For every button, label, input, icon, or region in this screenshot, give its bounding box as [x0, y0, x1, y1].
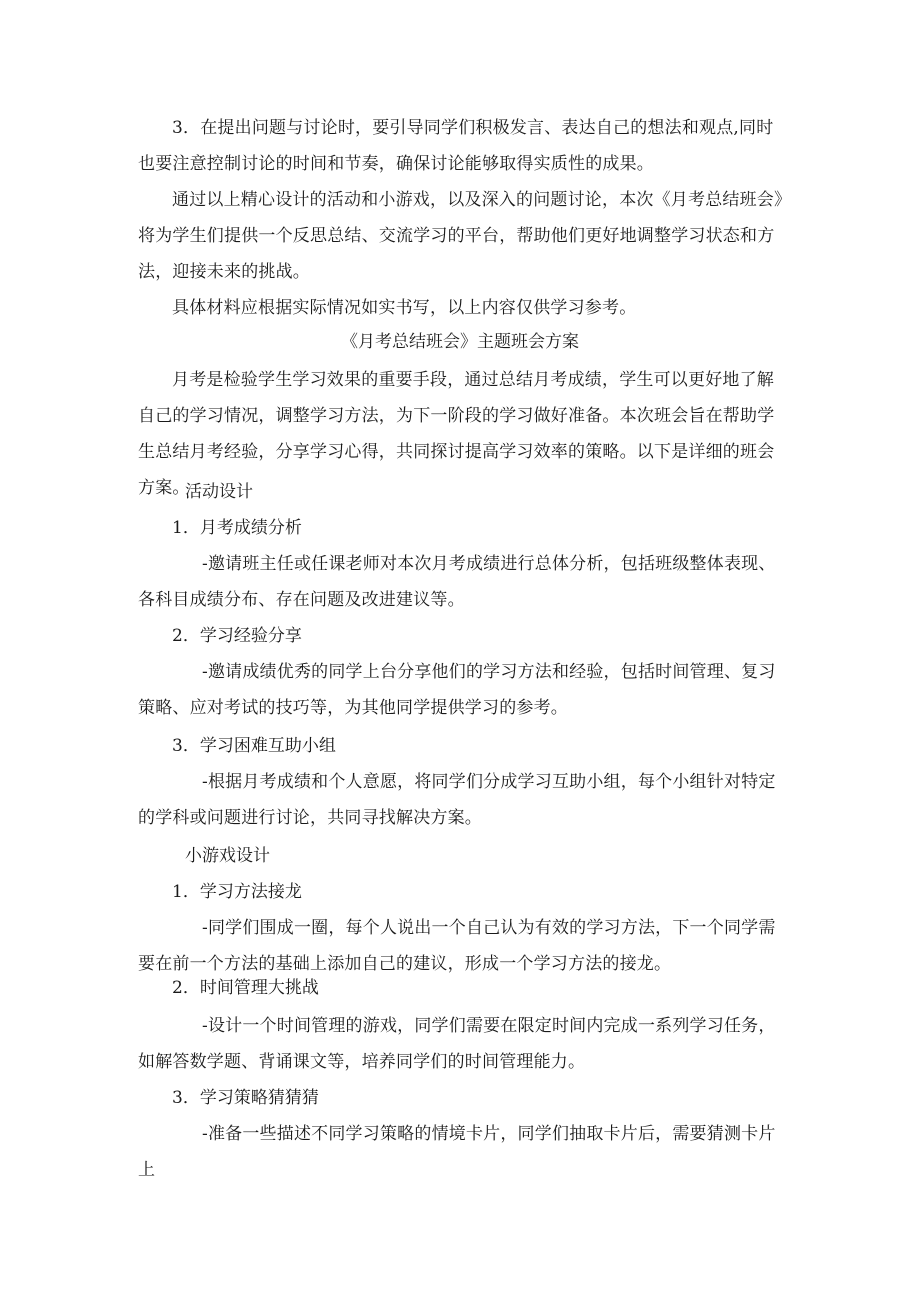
- game-1-title: 1．学习方法接龙: [172, 882, 302, 902]
- activity-1-desc: -邀请班主任或任课老师对本次月考成绩进行总体分析，包括班级整体表现、各科目成绩分布、存在问题及改进建议等。: [138, 554, 776, 610]
- activity-1-title: 1．月考成绩分析: [172, 518, 302, 538]
- game-3-title: 3．学习策略猜猜猜: [172, 1088, 319, 1108]
- game-2-desc: -设计一个时间管理的游戏，同学们需要在限定时间内完成一系列学习任务，如解答数学题、背诵课文等，培养同学们的时间管理能力。: [138, 1016, 776, 1072]
- intro-paragraph-2: 通过以上精心设计的活动和小游戏，以及深入的问题讨论，本次《月考总结班会》将为学生们提供一个反思总结、交流学习的平台，帮助他们更好地调整学习状态和方法，迎接未来的挑战。: [138, 190, 783, 282]
- activity-3-title: 3．学习困难互助小组: [172, 736, 336, 756]
- game-3-desc: -准备一些描述不同学习策略的情境卡片，同学们抽取卡片后，需要猜测卡片上: [138, 1124, 776, 1180]
- games-heading: 小游戏设计: [185, 846, 270, 866]
- document-title: 《月考总结班会》主题班会方案: [341, 332, 579, 352]
- activity-heading: 活动设计: [185, 482, 253, 502]
- intro-paragraph-1: 3．在提出问题与讨论时，要引导同学们积极发言、表达自己的想法和观点,同时也要注意控制讨论的时间和节奏，确保讨论能够取得实质性的成果。: [138, 118, 774, 174]
- intro-paragraph-3: 具体材料应根据实际情况如实书写，以上内容仅供学习参考。: [172, 298, 637, 318]
- overview-paragraph: 月考是检验学生学习效果的重要手段，通过总结月考成绩，学生可以更好地了解自己的学习情况，调整学习方法，为下一阶段的学习做好准备。本次班会旨在帮助学生总结月考经验，分享学习心得，共同探讨提高学习效率的策略。以下是详细的班会方案。: [138, 370, 775, 498]
- activity-2-title: 2．学习经验分享: [172, 626, 302, 646]
- game-1-desc: -同学们围成一圈，每个人说出一个自己认为有效的学习方法，下一个同学需要在前一个方法的基础上添加自己的建议，形成一个学习方法的接龙。: [138, 918, 776, 974]
- game-2-title: 2．时间管理大挑战: [172, 978, 319, 998]
- activity-3-desc: -根据月考成绩和个人意愿，将同学们分成学习互助小组，每个小组针对特定的学科或问题进行讨论，共同寻找解决方案。: [138, 772, 776, 828]
- activity-2-desc: -邀请成绩优秀的同学上台分享他们的学习方法和经验，包括时间管理、复习策略、应对考试的技巧等，为其他同学提供学习的参考。: [138, 662, 776, 718]
